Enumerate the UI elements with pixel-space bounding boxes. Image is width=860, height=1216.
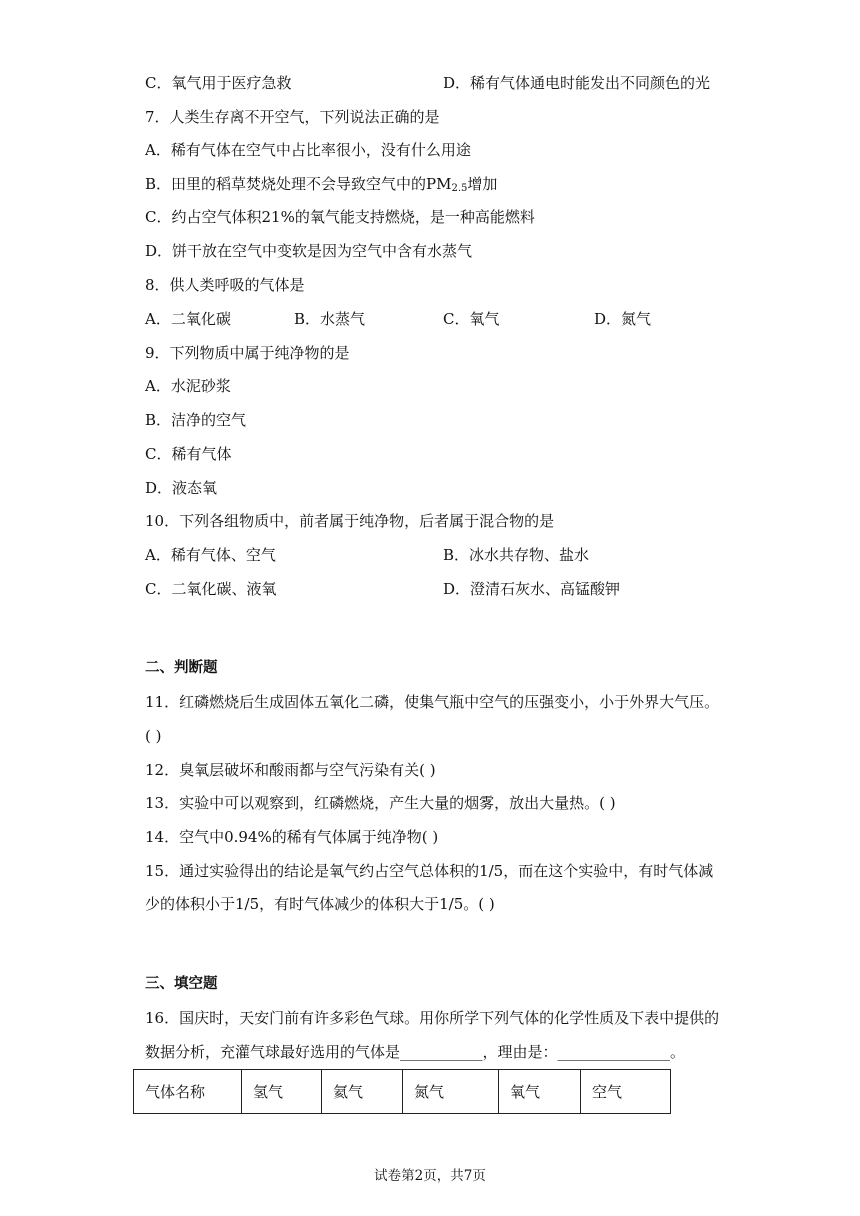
q10-option-c: C．二氧化碳、液氧	[145, 580, 277, 598]
section-heading-fill-in: 三、填空题	[145, 976, 218, 992]
q10-option-b: B．冰水共存物、盐水	[443, 546, 590, 564]
q11-line2: ( )	[145, 727, 162, 745]
q15-line2: 少的体积小于1/5，有时气体减少的体积大于1/5。( )	[145, 895, 495, 913]
gas-table-header-hydrogen: 氢气	[242, 1070, 322, 1114]
q10-option-d: D．澄清石灰水、高锰酸钾	[443, 580, 621, 598]
gas-table-row	[134, 1070, 671, 1114]
page-footer: 试卷第2页，共7页	[374, 1168, 486, 1184]
gas-table-header-nitrogen: 氮气	[403, 1070, 499, 1114]
q14: 14．空气中0.94%的稀有气体属于纯净物( )	[145, 828, 439, 846]
q8-stem: 8．供人类呼吸的气体是	[145, 276, 305, 294]
q6-option-d: D．稀有气体通电时能发出不同颜色的光	[443, 74, 711, 92]
q7-option-b-text: B．田里的稻草焚烧处理不会导致空气中的PM	[145, 175, 452, 193]
q16-line1: 16．国庆时，天安门前有许多彩色气球。用你所学下列气体的化学性质及下表中提供的	[145, 1009, 720, 1027]
q8-option-a: A．二氧化碳	[145, 310, 231, 328]
gas-table-header-helium: 氦气	[322, 1070, 403, 1114]
q8-option-b: B．水蒸气	[294, 310, 366, 328]
q13: 13．实验中可以观察到，红磷燃烧，产生大量的烟雾，放出大量热。( )	[145, 794, 616, 812]
q6-option-c: C．氧气用于医疗急救	[145, 74, 292, 92]
q7-stem: 7．人类生存离不开空气，下列说法正确的是	[145, 108, 440, 126]
q7-option-d: D．饼干放在空气中变软是因为空气中含有水蒸气	[145, 242, 473, 260]
q8-option-c: C．氧气	[443, 310, 500, 328]
q10-stem: 10．下列各组物质中，前者属于纯净物，后者属于混合物的是	[145, 512, 555, 530]
q7-option-b-tail: 增加	[467, 175, 498, 193]
q7-option-a: A．稀有气体在空气中占比率很小，没有什么用途	[145, 141, 471, 159]
q11-line1: 11．红磷燃烧后生成固体五氧化二磷，使集气瓶中空气的压强变小，小于外界大气压。	[145, 693, 720, 711]
section-heading-judgement: 二、判断题	[145, 660, 218, 676]
q9-option-d: D．液态氧	[145, 479, 218, 497]
gas-table-header-air: 空气	[581, 1070, 671, 1114]
q8-option-d: D．氮气	[594, 310, 652, 328]
gas-table-header-oxygen: 氧气	[499, 1070, 581, 1114]
q7-option-b	[145, 174, 497, 194]
q15-line1: 15．通过实验得出的结论是氧气约占空气总体积的1/5，而在这个实验中，有时气体减	[145, 862, 714, 880]
gas-table-header-name: 气体名称	[134, 1070, 242, 1114]
q10-option-a: A．稀有气体、空气	[145, 546, 276, 564]
q7-option-b-subscript: 2.5	[451, 183, 468, 194]
q9-stem: 9．下列物质中属于纯净物的是	[145, 344, 350, 362]
q9-option-b: B．洁净的空气	[145, 411, 247, 429]
q7-option-c: C．约占空气体积21%的氧气能支持燃烧，是一种高能燃料	[145, 208, 535, 226]
q12: 12．臭氧层破坏和酸雨都与空气污染有关( )	[145, 761, 436, 779]
q9-option-c: C．稀有气体	[145, 445, 232, 463]
q9-option-a: A．水泥砂浆	[145, 377, 231, 395]
q16-line2: 数据分析，充灌气球最好选用的气体是___________，理由是：_______________。	[145, 1043, 686, 1061]
gas-table	[133, 1069, 671, 1114]
